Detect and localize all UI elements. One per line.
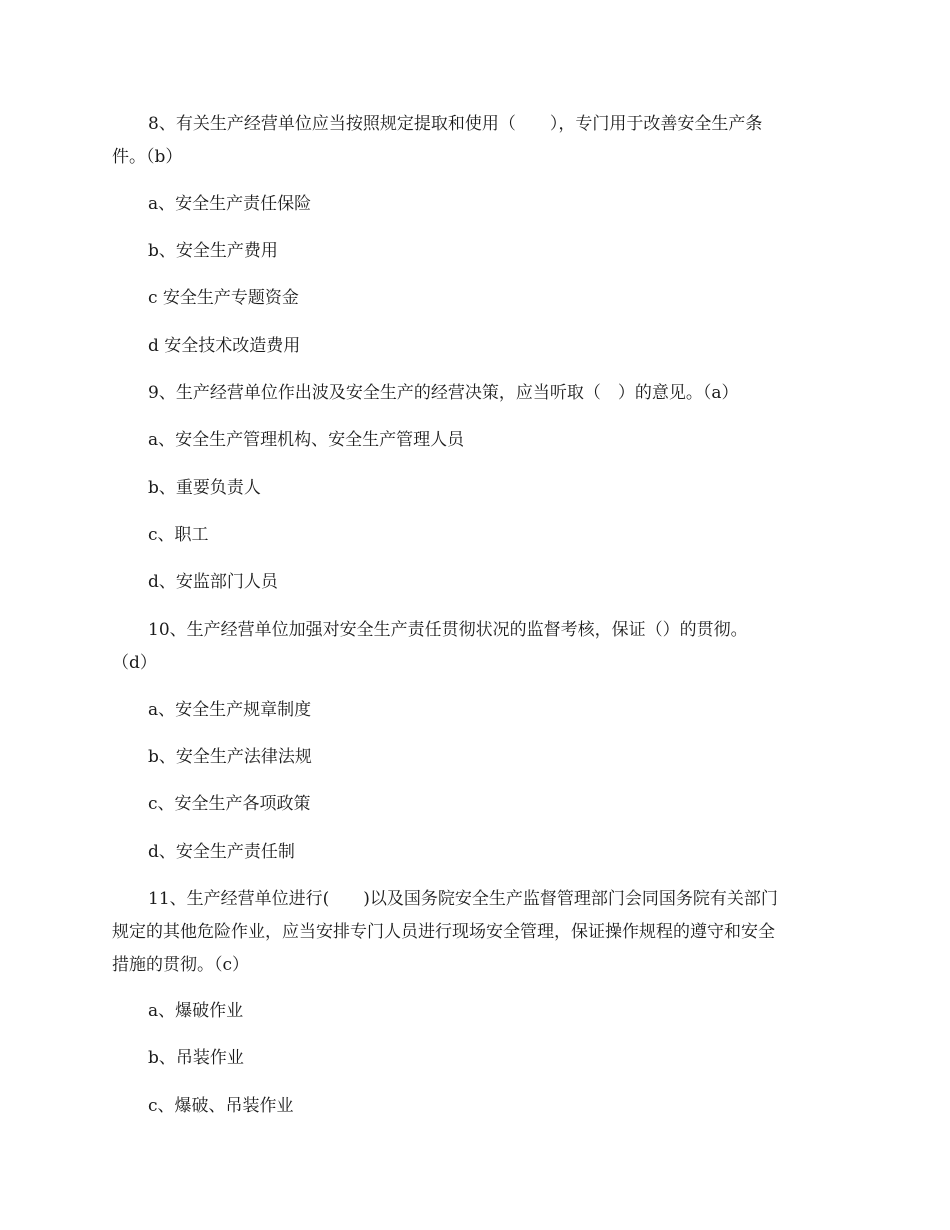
question-8-option-c: c 安全生产专题资金 [148,288,299,308]
question-8-option-b: b、安全生产费用 [148,241,278,261]
question-11-option-c: c、爆破、吊装作业 [148,1096,294,1116]
question-11-line-2: 规定的其他危险作业，应当安排专门人员进行现场安全管理，保证操作规程的遵守和安全 [112,922,775,942]
question-8-option-d: d 安全技术改造费用 [148,336,301,356]
question-9-option-c: c、职工 [148,525,209,545]
question-9-line-1: 9、生产经营单位作出波及安全生产的经营决策，应当听取（ ）的意见。（a） [148,383,739,403]
question-10-line-2: （d） [112,653,157,673]
question-11-line-1: 11、生产经营单位进行( )以及国务院安全生产监督管理部门会同国务院有关部门 [148,889,778,909]
question-11-option-a: a、爆破作业 [148,1001,244,1021]
question-9-option-b: b、重要负责人 [148,478,261,498]
question-8-line-2: 件。（b） [112,147,183,167]
question-10-line-1: 10、生产经营单位加强对安全生产责任贯彻状况的监督考核，保证（）的贯彻。 [148,620,748,640]
question-8-line-1: 8、有关生产经营单位应当按照规定提取和使用（ ），专门用于改善安全生产条 [148,114,763,134]
question-10-option-b: b、安全生产法律法规 [148,747,312,767]
question-10-option-d: d、安全生产责任制 [148,842,295,862]
question-11-line-3: 措施的贯彻。（c） [112,955,250,975]
question-9-option-d: d、安监部门人员 [148,572,278,592]
question-8-option-a: a、安全生产责任保险 [148,194,312,214]
question-10-option-c: c、安全生产各项政策 [148,794,311,814]
question-11-option-b: b、吊装作业 [148,1048,244,1068]
question-9-option-a: a、安全生产管理机构、安全生产管理人员 [148,430,465,450]
question-10-option-a: a、安全生产规章制度 [148,700,312,720]
